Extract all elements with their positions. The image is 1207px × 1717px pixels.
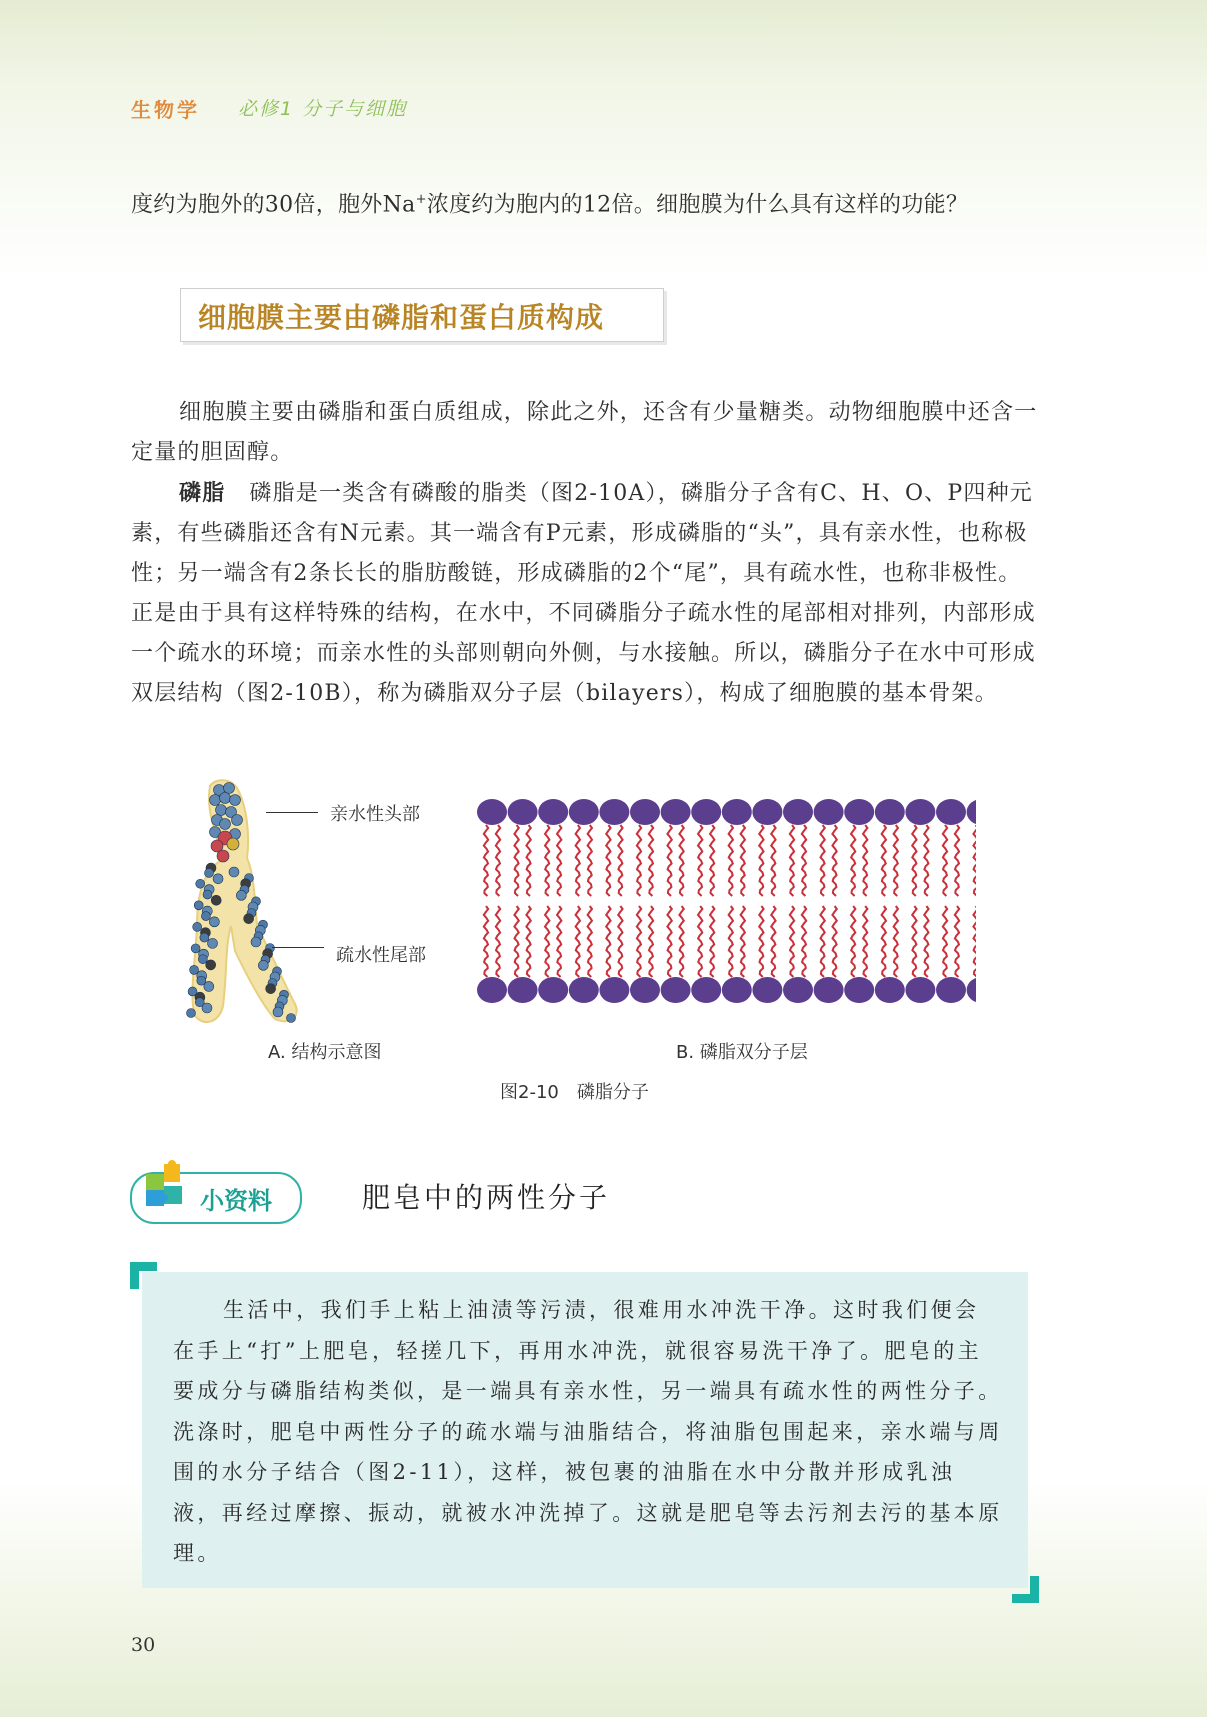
oxygen-atom [217,850,229,862]
lower-lipid-head [630,977,660,1003]
lower-lipid-tail [679,906,683,977]
tail-atom [287,1014,296,1023]
upper-lipid-tail [618,825,622,896]
upper-lipid-head [875,799,905,825]
lower-lipid-head [508,977,538,1003]
upper-lipid-tail [790,825,794,896]
upper-lipid-head [508,799,538,825]
lower-lipid-tail [588,906,592,977]
upper-lipid-tail [679,825,683,896]
lower-lipid-tail [618,906,622,977]
tail-atom [191,944,200,953]
lower-lipid-tail [955,906,959,977]
tail-atom [206,960,216,970]
tail-atom [187,1009,196,1018]
lower-lipid-head [783,977,813,1003]
lower-lipid-head [661,977,691,1003]
upper-lipid-head [722,799,752,825]
upper-lipid-tail [496,825,500,896]
upper-lipid-tail [606,825,610,896]
tail-atom [244,914,254,924]
lower-lipid-tail [514,906,518,977]
paragraph-2: 磷脂 磷脂是一类含有磷酸的脂类（图2-10A），磷脂分子含有C、H、O、P四种元素，有些磷脂还含有N元素。其一端含有P元素，形成磷脂的“头”，具有亲水性，也称极性；另一端含有2条长长的脂肪酸链，形成磷脂的2个“尾”，具有疏水性，也称非极性。正是由于具有这样特殊的结构，在水中，不同磷脂分子疏水性的尾部相对排列，内部形成一个疏水的环境；而亲水性的头部则朝向外侧，与水接触。所以，磷脂分子在水中可形成双层结构（图2-10B），称为磷脂双分子层（bilayers），构成了细胞膜的基本骨架。 [131,481,1036,706]
upper-lipid-tail [924,825,928,896]
label-line-tail [272,947,324,948]
upper-lipid-tail [759,825,763,896]
phospholipid-molecule-figure [175,776,305,1026]
upper-lipid-head [661,799,691,825]
lower-lipid-tail [557,906,561,977]
info-badge-label: 小资料 [200,1187,272,1215]
label-hydrophobic-tail: 疏水性尾部 [336,945,426,966]
upper-lipid-tail [557,825,561,896]
lower-lipid-head [814,977,844,1003]
tail-atom [209,917,219,927]
head-atom [220,793,231,804]
upper-lipid-head [967,799,976,825]
upper-lipid-head [538,799,568,825]
lower-lipid-tail [637,906,641,977]
lower-lipid-head [599,977,629,1003]
phosphorus-atom [227,838,239,850]
tail-atom [258,960,268,970]
upper-lipid-tail [802,825,806,896]
label-line-head [266,812,318,813]
lower-lipid-tail [759,906,763,977]
caption-a: A. 结构示意图 [268,1042,382,1063]
lower-lipid-tail [820,906,824,977]
lower-lipid-tail [496,906,500,977]
upper-lipid-tail [894,825,898,896]
lower-lipid-tail [484,906,488,977]
lower-lipid-tail [729,906,733,977]
tail-atom [201,912,210,921]
tail-atom [251,937,261,947]
head-atom [230,795,241,806]
lower-lipid-tail [863,906,867,977]
lower-lipid-tail [882,906,886,977]
upper-lipid-tail [729,825,733,896]
upper-lipid-head [905,799,935,825]
lower-lipid-head [477,977,507,1003]
upper-lipid-tail [576,825,580,896]
lower-lipid-head [875,977,905,1003]
upper-lipid-tail [832,825,836,896]
lower-lipid-tail [576,906,580,977]
upper-lipid-tail [637,825,641,896]
upper-lipid-tail [649,825,653,896]
corner-bracket-top-left [130,1262,157,1289]
tail-atom [213,874,223,884]
tail-atom [202,1003,212,1013]
tail-atom [198,955,207,964]
upper-lipid-head [599,799,629,825]
lower-lipid-tail [802,906,806,977]
lower-lipid-tail [710,906,714,977]
tail-atom [205,869,214,878]
tail-atom [200,933,209,942]
lower-lipid-head [967,977,976,1003]
lower-lipid-tail [526,906,530,977]
lower-lipid-tail [912,906,916,977]
tail-atom [204,981,214,991]
figure-caption: 图2-10 磷脂分子 [500,1082,649,1103]
lower-lipid-head [936,977,966,1003]
upper-lipid-tail [973,825,976,896]
upper-lipid-head [630,799,660,825]
phospholipid-bilayer-figure [470,790,976,1012]
upper-lipid-tail [820,825,824,896]
upper-lipid-tail [771,825,775,896]
lower-lipid-head [844,977,874,1003]
term-phospholipid: 磷脂 [179,481,226,506]
upper-lipid-head [783,799,813,825]
lower-lipid-tail [606,906,610,977]
upper-lipid-tail [912,825,916,896]
lower-lipid-tail [667,906,671,977]
intro-line: 度约为胞外的30倍，胞外Na+浓度约为胞内的12倍。细胞膜为什么具有这样的功能？ [131,192,969,218]
tail-atom [229,867,239,877]
upper-lipid-tail [943,825,947,896]
tail-atom [236,890,246,900]
label-hydrophilic-head: 亲水性头部 [330,804,420,825]
tail-atom [193,922,202,931]
upper-lipid-head [691,799,721,825]
upper-lipid-head [814,799,844,825]
lower-lipid-tail [545,906,549,977]
lower-lipid-tail [832,906,836,977]
head-atom [220,819,231,830]
lower-lipid-tail [943,906,947,977]
corner-bracket-bottom-right [1012,1576,1039,1603]
lower-lipid-tail [894,906,898,977]
lower-lipid-head [722,977,752,1003]
upper-lipid-tail [667,825,671,896]
upper-lipid-head [844,799,874,825]
upper-lipid-tail [955,825,959,896]
lower-lipid-tail [973,906,976,977]
upper-lipid-head [752,799,782,825]
upper-lipid-tail [526,825,530,896]
tail-atom [211,895,221,905]
tail-atom [266,984,276,994]
head-atom [210,795,221,806]
upper-lipid-tail [882,825,886,896]
head-atom [232,815,243,826]
lower-lipid-tail [698,906,702,977]
head-atom [224,783,235,794]
lower-lipid-tail [924,906,928,977]
paragraph-1: 细胞膜主要由磷脂和蛋白质组成，除此之外，还含有少量糖类。动物细胞膜中还含一定量的胆固醇。 [131,400,1038,465]
page-number: 30 [131,1634,156,1656]
upper-lipid-tail [545,825,549,896]
lower-lipid-tail [649,906,653,977]
tail-atom [208,938,218,948]
upper-lipid-tail [698,825,702,896]
head-atom [216,805,227,816]
upper-lipid-head [477,799,507,825]
lower-lipid-head [752,977,782,1003]
lower-lipid-head [538,977,568,1003]
lower-lipid-tail [741,906,745,977]
upper-lipid-tail [710,825,714,896]
upper-lipid-tail [851,825,855,896]
lower-lipid-tail [790,906,794,977]
tail-atom [273,1007,283,1017]
tail-atom [194,901,203,910]
lower-lipid-tail [771,906,775,977]
lower-lipid-tail [851,906,855,977]
upper-lipid-head [936,799,966,825]
info-box-text: 生活中，我们手上粘上油渍等污渍，很难用水冲洗干净。这时我们便会在手上“打”上肥皂，轻搓几下，再用水冲洗，就很容易洗干净了。肥皂的主要成分与磷脂结构类似，是一端具有亲水性，另一端具有疏水性的两性分子。洗涤时，肥皂中两性分子的疏水端与油脂结合，将油脂包围起来，亲水端与周围的水分子结合（图2-11），这样，被包裹的油脂在水中分散并形成乳浊液，再经过摩擦、振动，就被水冲洗掉了。这就是肥皂等去污剂去污的基本原理。 [173,1298,1003,1565]
tail-atom [203,890,212,899]
upper-lipid-tail [514,825,518,896]
upper-lipid-tail [741,825,745,896]
info-box-title: 肥皂中的两性分子 [362,1181,611,1214]
lower-lipid-head [569,977,599,1003]
upper-lipid-tail [588,825,592,896]
header-subject: 生物学 [131,98,200,122]
upper-lipid-tail [484,825,488,896]
upper-lipid-tail [863,825,867,896]
upper-lipid-head [569,799,599,825]
lower-lipid-head [691,977,721,1003]
puzzle-icon [142,1160,194,1212]
header-book-title: 必修1 分子与细胞 [238,98,408,120]
section-title: 细胞膜主要由磷脂和蛋白质构成 [198,301,605,334]
tail-atom [196,879,205,888]
lower-lipid-head [905,977,935,1003]
caption-b: B. 磷脂双分子层 [676,1042,808,1063]
